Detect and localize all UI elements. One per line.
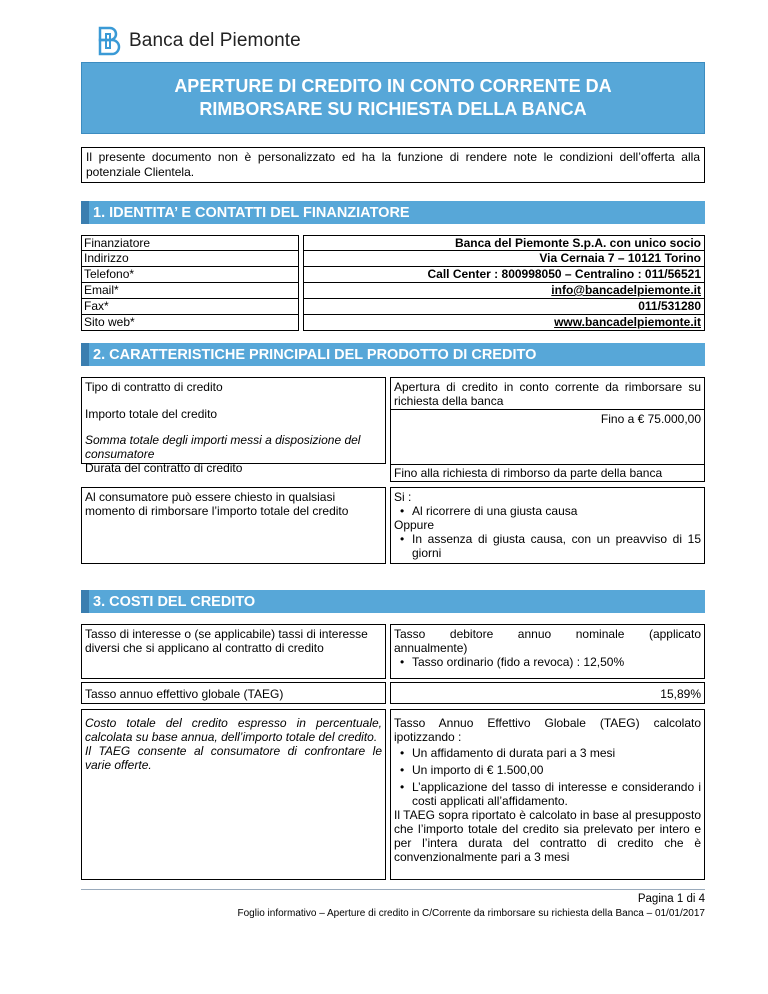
table-row	[81, 251, 705, 267]
row-label: Fax*	[81, 299, 299, 315]
row-label: Telefono*	[81, 267, 299, 283]
row-label: Email*	[81, 283, 299, 299]
section-1-header	[81, 201, 705, 224]
list-item: • L’applicazione del tasso di interesse e considerando i costi applicati all’affidamento.	[412, 780, 701, 808]
total-cost-desc	[81, 709, 386, 880]
list-item: • In assenza di giusta causa, con un preavviso di 15 giorni	[412, 532, 701, 560]
section-3-header	[81, 590, 705, 613]
repayment-oppure: Oppure	[394, 518, 435, 532]
brand-name: Banca del Piemonte	[129, 30, 301, 51]
section-3-title: 3. COSTI DEL CREDITO	[93, 594, 256, 610]
total-credit-value: Fino a € 75.000,00	[390, 409, 705, 465]
duration-value: Fino alla richiesta di rimborso da parte della banca	[390, 464, 705, 482]
table-row	[81, 283, 705, 299]
taeg-value: 15,89%	[390, 682, 705, 704]
section-2-header	[81, 343, 705, 366]
total-cost-desc-1: Costo totale del credito espresso in percentuale, calcolata su base annua, dell’importo totale del credito.	[85, 716, 382, 744]
taeg-label: Tasso annuo effettivo globale (TAEG)	[81, 682, 386, 704]
interest-rate-desc: Tasso debitore annuo nominale (applicato annualmente)	[394, 627, 701, 655]
email-link[interactable]: info@bancadelpiemonte.it	[303, 283, 705, 299]
website-link[interactable]: www.bancadelpiemonte.it	[303, 315, 705, 331]
list-item: • Al ricorrere di una giusta causa	[412, 504, 701, 518]
row-value: Via Cernaia 7 – 10121 Torino	[303, 251, 705, 267]
contract-type-value: Apertura di credito in conto corrente da rimborsare su richiesta della banca	[390, 377, 705, 410]
table-row	[81, 267, 705, 283]
list-item: • Tasso ordinario (fido a revoca) : 12,50%	[412, 655, 701, 669]
taeg-calculation	[390, 709, 705, 880]
intro-text: Il presente documento non è personalizzato ed ha la funzione di rendere note le condizioni dell’offerta alla potenziale Clientela.	[81, 147, 705, 183]
table-row	[81, 235, 705, 251]
duration-label: Durata del contratto di credito	[85, 461, 243, 475]
section-1-title: 1. IDENTITA’ E CONTATTI DEL FINANZIATORE	[93, 205, 410, 221]
row-label: Sito web*	[81, 315, 299, 331]
footer-note: Foglio informativo – Aperture di credito in C/Corrente da rimborsare su richiesta della Banca – 01/01/2017	[237, 908, 705, 919]
taeg-calc-intro: Tasso Annuo Effettivo Globale (TAEG) calcolato ipotizzando :	[394, 716, 701, 744]
interest-rate-value	[390, 624, 705, 679]
row-value: 011/531280	[303, 299, 705, 315]
list-item: • Un importo di € 1.500,00	[412, 763, 701, 777]
footer-divider	[81, 889, 705, 890]
repayment-value	[390, 487, 705, 564]
document-title-box	[81, 62, 705, 134]
bank-logo	[97, 26, 301, 56]
document-title: APERTURE DI CREDITO IN CONTO CORRENTE DA RIMBORSARE SU RICHIESTA DELLA BANCA	[174, 76, 612, 119]
lender-contacts-table	[81, 235, 705, 331]
row-label: Indirizzo	[81, 251, 299, 267]
page-number: Pagina 1 di 4	[637, 893, 705, 905]
section-2-title: 2. CARATTERISTICHE PRINCIPALI DEL PRODOTTO DI CREDITO	[93, 347, 537, 363]
row-value: Call Center : 800998050 – Centralino : 011/56521	[303, 267, 705, 283]
contract-type-label: Tipo di contratto di credito	[85, 380, 223, 394]
taeg-note: Il TAEG sopra riportato è calcolato in base al presupposto che l’importo totale del credito sia prelevato per intero e per l’intera durata del contratto di credito che è convenzionalmente pari a 3 mesi	[394, 808, 701, 864]
cell-left-block	[81, 377, 386, 475]
repayment-si: Si :	[394, 490, 412, 504]
bp-logo-icon	[97, 26, 123, 56]
total-credit-label: Importo totale del credito	[85, 407, 218, 421]
total-credit-desc: Somma totale degli importi messi a disposizione del consumatore	[85, 433, 361, 461]
repayment-label: Al consumatore può essere chiesto in qualsiasi momento di rimborsare l’importo totale del credito	[81, 487, 386, 564]
interest-rate-label: Tasso di interesse o (se applicabile) tassi di interesse diversi che si applicano al contratto di credito	[81, 624, 386, 679]
table-row	[81, 299, 705, 315]
table-row	[81, 315, 705, 331]
row-label: Finanziatore	[81, 235, 299, 251]
total-cost-desc-2: Il TAEG consente al consumatore di confrontare le varie offerte.	[85, 744, 382, 772]
row-value: Banca del Piemonte S.p.A. con unico socio	[303, 235, 705, 251]
list-item: • Un affidamento di durata pari a 3 mesi	[412, 746, 701, 760]
